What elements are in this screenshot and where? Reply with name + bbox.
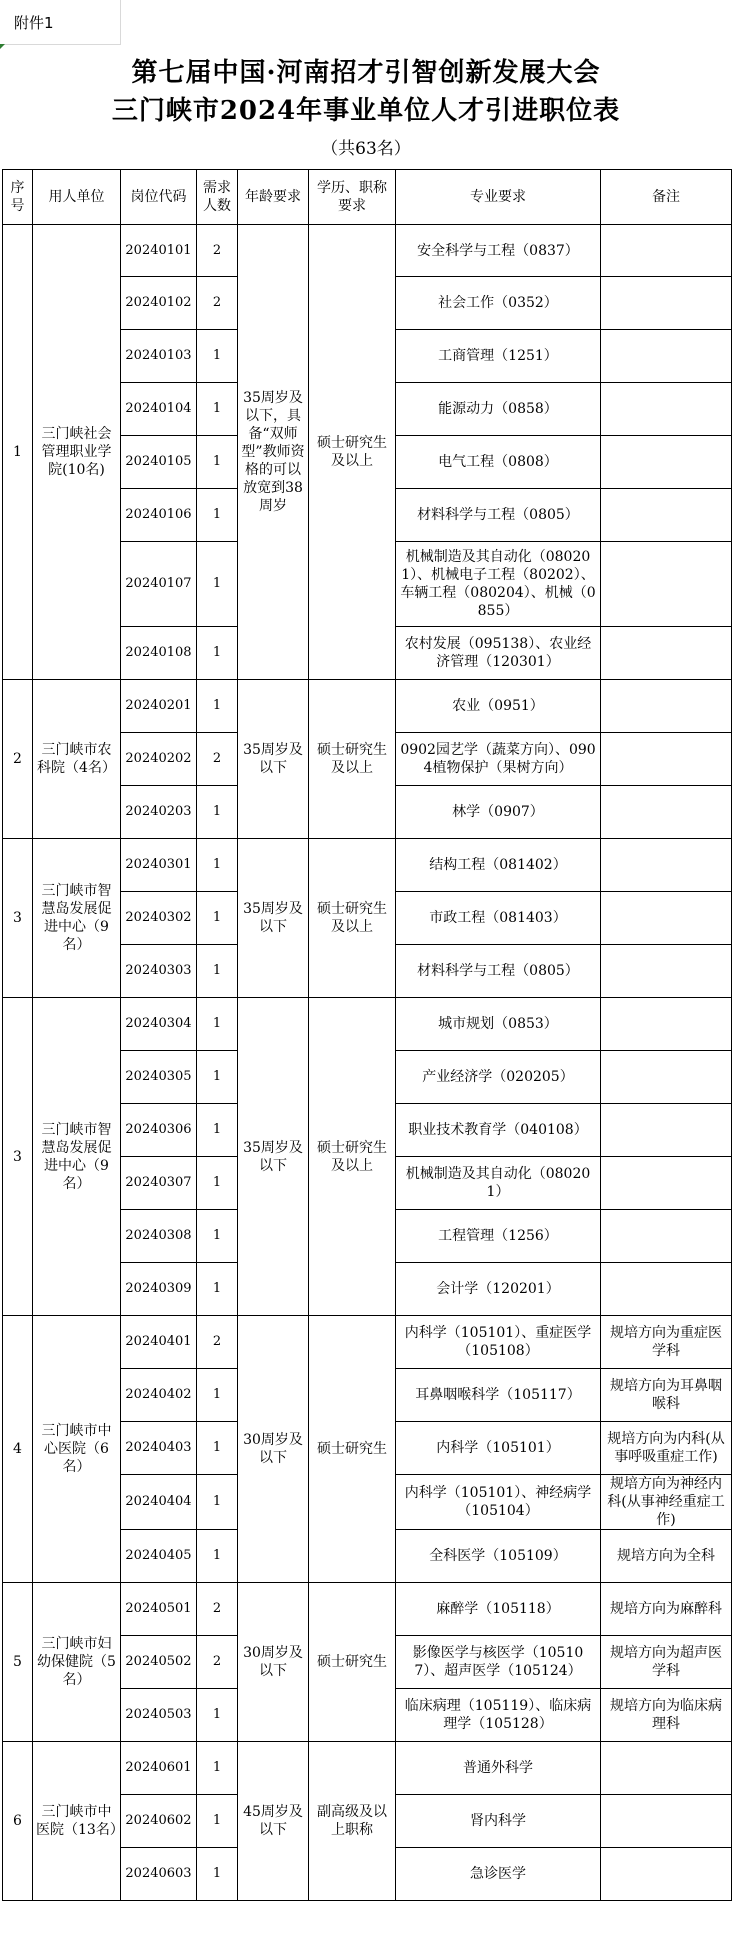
remarks	[601, 627, 732, 680]
major-requirement: 市政工程（081403）	[396, 892, 601, 945]
position-code: 20240404	[121, 1475, 197, 1530]
headcount: 2	[197, 1636, 238, 1689]
education-requirement: 硕士研究生及以上	[309, 998, 396, 1316]
major-requirement: 安全科学与工程（0837）	[396, 225, 601, 277]
remarks: 规培方向为超声医学科	[601, 1636, 732, 1689]
position-code: 20240102	[121, 277, 197, 330]
major-requirement: 普通外科学	[396, 1742, 601, 1795]
employer-unit: 三门峡市智慧岛发展促进中心（9名）	[33, 839, 121, 998]
table-row	[3, 1742, 732, 1795]
position-code: 20240306	[121, 1104, 197, 1157]
position-code: 20240108	[121, 627, 197, 680]
position-code: 20240402	[121, 1369, 197, 1422]
major-requirement: 材料科学与工程（0805）	[396, 489, 601, 542]
headcount: 1	[197, 1475, 238, 1530]
major-requirement: 全科医学（105109）	[396, 1530, 601, 1583]
headcount: 1	[197, 680, 238, 733]
remarks	[601, 839, 732, 892]
remarks: 规培方向为耳鼻咽喉科	[601, 1369, 732, 1422]
age-requirement: 35周岁及以下	[238, 839, 309, 998]
total-count: （共63名）	[321, 139, 411, 159]
position-code: 20240303	[121, 945, 197, 998]
header-no: 序号	[3, 170, 33, 225]
header-education: 学历、职称要求	[309, 170, 396, 225]
headcount: 1	[197, 1263, 238, 1316]
positions-table	[2, 169, 732, 1901]
major-requirement: 影像医学与核医学（105107）、超声医学（105124）	[396, 1636, 601, 1689]
row-number: 6	[3, 1742, 33, 1901]
major-requirement: 内科学（105101）、神经病学（105104）	[396, 1475, 601, 1530]
remarks: 规培方向为麻醉科	[601, 1583, 732, 1636]
remarks	[601, 733, 732, 786]
major-requirement: 职业技术教育学（040108）	[396, 1104, 601, 1157]
table-row	[3, 680, 732, 733]
table-row	[3, 1316, 732, 1369]
headcount: 1	[197, 1210, 238, 1263]
major-requirement: 材料科学与工程（0805）	[396, 945, 601, 998]
position-code: 20240502	[121, 1636, 197, 1689]
position-code: 20240405	[121, 1530, 197, 1583]
position-code: 20240501	[121, 1583, 197, 1636]
headcount: 1	[197, 1104, 238, 1157]
major-requirement: 肾内科学	[396, 1795, 601, 1848]
headcount: 1	[197, 786, 238, 839]
remarks: 规培方向为内科(从事呼吸重症工作)	[601, 1422, 732, 1475]
remarks: 规培方向为重症医学科	[601, 1316, 732, 1369]
headcount: 1	[197, 489, 238, 542]
headcount: 2	[197, 1583, 238, 1636]
age-requirement: 45周岁及以下	[238, 1742, 309, 1901]
row-number: 5	[3, 1583, 33, 1742]
remarks: 规培方向为神经内科(从事神经重症工作)	[601, 1475, 732, 1530]
headcount: 1	[197, 627, 238, 680]
age-requirement: 30周岁及以下	[238, 1583, 309, 1742]
position-code: 20240603	[121, 1848, 197, 1901]
headcount: 2	[197, 1316, 238, 1369]
table-body	[3, 225, 732, 1901]
row-number: 4	[3, 1316, 33, 1583]
major-requirement: 工商管理（1251）	[396, 330, 601, 383]
remarks	[601, 330, 732, 383]
major-requirement: 林学（0907）	[396, 786, 601, 839]
headcount: 1	[197, 436, 238, 489]
position-code: 20240106	[121, 489, 197, 542]
position-code: 20240304	[121, 998, 197, 1051]
table-row	[3, 225, 732, 277]
education-requirement: 硕士研究生	[309, 1583, 396, 1742]
position-code: 20240403	[121, 1422, 197, 1475]
remarks	[601, 1795, 732, 1848]
headcount: 1	[197, 839, 238, 892]
row-number: 3	[3, 998, 33, 1316]
major-requirement: 工程管理（1256）	[396, 1210, 601, 1263]
position-code: 20240101	[121, 225, 197, 277]
position-code: 20240309	[121, 1263, 197, 1316]
position-code: 20240202	[121, 733, 197, 786]
position-code: 20240503	[121, 1689, 197, 1742]
employer-unit: 三门峡市农科院（4名）	[33, 680, 121, 839]
position-code: 20240105	[121, 436, 197, 489]
position-code: 20240305	[121, 1051, 197, 1104]
age-requirement: 35周岁及以下	[238, 680, 309, 839]
remarks	[601, 680, 732, 733]
document-title: 第七届中国·河南招才引智创新发展大会	[131, 58, 601, 88]
major-requirement: 电气工程（0808）	[396, 436, 601, 489]
headcount: 1	[197, 892, 238, 945]
remarks	[601, 1263, 732, 1316]
major-requirement: 耳鼻咽喉科学（105117）	[396, 1369, 601, 1422]
position-code: 20240302	[121, 892, 197, 945]
remarks: 规培方向为全科	[601, 1530, 732, 1583]
header-age: 年龄要求	[238, 170, 309, 225]
major-requirement: 能源动力（0858）	[396, 383, 601, 436]
table-row	[3, 839, 732, 892]
header-major: 专业要求	[396, 170, 601, 225]
major-requirement: 农业（0951）	[396, 680, 601, 733]
education-requirement: 硕士研究生	[309, 1316, 396, 1583]
position-code: 20240601	[121, 1742, 197, 1795]
major-requirement: 城市规划（0853）	[396, 998, 601, 1051]
headcount: 2	[197, 225, 238, 277]
employer-unit: 三门峡社会管理职业学院(10名)	[33, 225, 121, 680]
headcount: 1	[197, 1742, 238, 1795]
headcount: 1	[197, 383, 238, 436]
headcount: 1	[197, 542, 238, 627]
position-code: 20240307	[121, 1157, 197, 1210]
headcount: 2	[197, 277, 238, 330]
major-requirement: 会计学（120201）	[396, 1263, 601, 1316]
header-count: 需求人数	[197, 170, 238, 225]
education-requirement: 副高级及以上职称	[309, 1742, 396, 1901]
major-requirement: 临床病理（105119）、临床病理学（105128）	[396, 1689, 601, 1742]
age-requirement: 35周岁及以下	[238, 998, 309, 1316]
age-requirement: 30周岁及以下	[238, 1316, 309, 1583]
major-requirement: 产业经济学（020205）	[396, 1051, 601, 1104]
headcount: 1	[197, 945, 238, 998]
headcount: 1	[197, 1530, 238, 1583]
headcount: 1	[197, 1689, 238, 1742]
position-code: 20240301	[121, 839, 197, 892]
major-requirement: 结构工程（081402）	[396, 839, 601, 892]
position-code: 20240203	[121, 786, 197, 839]
position-code: 20240107	[121, 542, 197, 627]
major-requirement: 麻醉学（105118）	[396, 1583, 601, 1636]
position-code: 20240103	[121, 330, 197, 383]
position-code: 20240401	[121, 1316, 197, 1369]
age-requirement: 35周岁及以下，具备“双师型”教师资格的可以放宽到38周岁	[238, 225, 309, 680]
headcount: 1	[197, 1848, 238, 1901]
header-row	[3, 170, 732, 225]
remarks	[601, 383, 732, 436]
employer-unit: 三门峡市中医院（13名）	[33, 1742, 121, 1901]
major-requirement: 内科学（105101）	[396, 1422, 601, 1475]
header-code: 岗位代码	[121, 170, 197, 225]
row-number: 3	[3, 839, 33, 998]
remarks	[601, 436, 732, 489]
major-requirement: 内科学（105101）、重症医学（105108）	[396, 1316, 601, 1369]
major-requirement: 0902园艺学（蔬菜方向）、0904植物保护（果树方向）	[396, 733, 601, 786]
row-number: 2	[3, 680, 33, 839]
attachment-label: 附件1	[14, 14, 54, 32]
headcount: 1	[197, 1369, 238, 1422]
table-row	[3, 1583, 732, 1636]
table-row	[3, 998, 732, 1051]
major-requirement: 机械制造及其自动化（080201）、机械电子工程（80202）、车辆工程（080204）、机械（0855）	[396, 542, 601, 627]
remarks	[601, 1051, 732, 1104]
position-code: 20240201	[121, 680, 197, 733]
cell-marker	[0, 44, 5, 49]
headcount: 1	[197, 1157, 238, 1210]
remarks	[601, 1104, 732, 1157]
remarks	[601, 1848, 732, 1901]
education-requirement: 硕士研究生及以上	[309, 225, 396, 680]
education-requirement: 硕士研究生及以上	[309, 680, 396, 839]
major-requirement: 社会工作（0352）	[396, 277, 601, 330]
document-title-line2: 三门峡市2024年事业单位人才引进职位表	[111, 96, 621, 126]
position-code: 20240602	[121, 1795, 197, 1848]
remarks	[601, 998, 732, 1051]
headcount: 2	[197, 733, 238, 786]
remarks	[601, 225, 732, 277]
header-unit: 用人单位	[33, 170, 121, 225]
remarks	[601, 945, 732, 998]
remarks: 规培方向为临床病理科	[601, 1689, 732, 1742]
remarks	[601, 1742, 732, 1795]
headcount: 1	[197, 1051, 238, 1104]
remarks	[601, 786, 732, 839]
remarks	[601, 489, 732, 542]
remarks	[601, 542, 732, 627]
headcount: 1	[197, 998, 238, 1051]
headcount: 1	[197, 1795, 238, 1848]
major-requirement: 急诊医学	[396, 1848, 601, 1901]
row-number: 1	[3, 225, 33, 680]
remarks	[601, 277, 732, 330]
position-code: 20240104	[121, 383, 197, 436]
remarks	[601, 1210, 732, 1263]
major-requirement: 农村发展（095138）、农业经济管理（120301）	[396, 627, 601, 680]
remarks	[601, 1157, 732, 1210]
employer-unit: 三门峡市妇幼保健院（5名）	[33, 1583, 121, 1742]
employer-unit: 三门峡市中心医院（6名）	[33, 1316, 121, 1583]
header-note: 备注	[601, 170, 732, 225]
headcount: 1	[197, 330, 238, 383]
education-requirement: 硕士研究生及以上	[309, 839, 396, 998]
headcount: 1	[197, 1422, 238, 1475]
major-requirement: 机械制造及其自动化（080201）	[396, 1157, 601, 1210]
position-code: 20240308	[121, 1210, 197, 1263]
remarks	[601, 892, 732, 945]
employer-unit: 三门峡市智慧岛发展促进中心（9名）	[33, 998, 121, 1316]
